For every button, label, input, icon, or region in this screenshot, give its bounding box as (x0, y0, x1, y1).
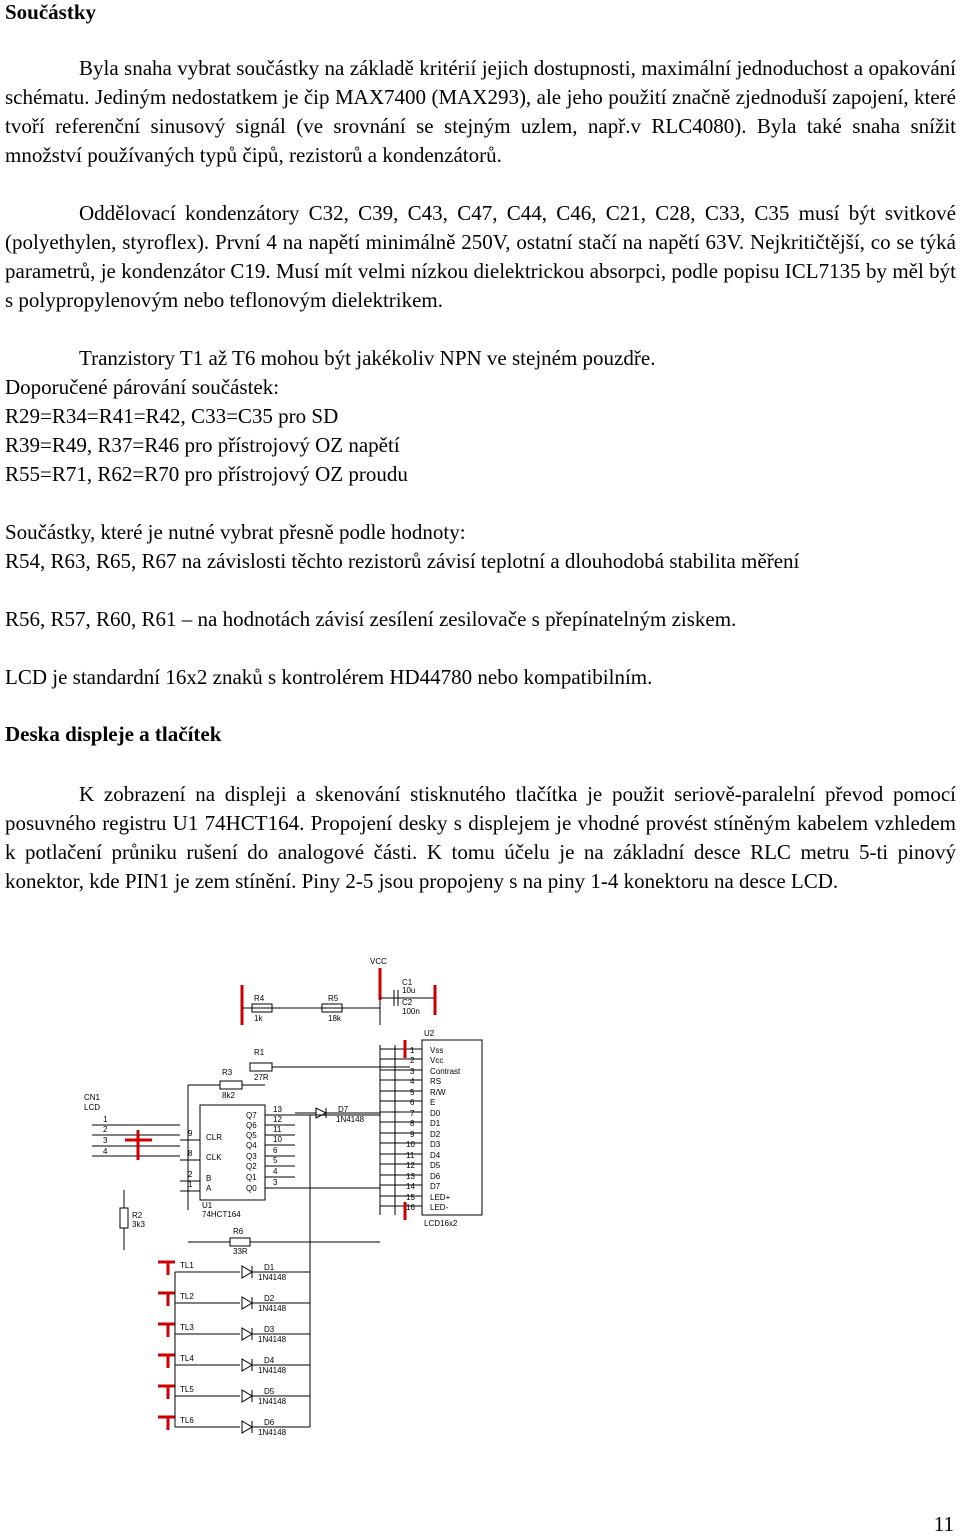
svg-text:TL2: TL2 (180, 1292, 194, 1301)
svg-text:Q5: Q5 (246, 1131, 257, 1140)
svg-text:Q0: Q0 (246, 1184, 257, 1193)
paragraph-transistors: Tranzistory T1 až T6 mohou být jakékoliv NPN ve stejném pouzdře. (79, 346, 656, 370)
svg-text:16: 16 (406, 1203, 415, 1212)
paragraph-components-intro: Byla snaha vybrat součástky na základě kritérií jejich dostupnosti, maximální jednoduchost a opakování schématu. Jediným nedostatkem je čip MAX7400 (MAX293), ale jeho použití značně zjednoduší zapojení, které tvoří referenční sinusový signál (ve srovnání se stejným uzlem, např.v RLC4080). Byla také snaha snížit množství používaných typů čipů, rezistorů a kondenzátorů. (5, 56, 956, 167)
pairing-title: Doporučené párování součástek: (5, 375, 280, 399)
page-number: 11 (933, 1512, 954, 1536)
svg-text:Q1: Q1 (246, 1173, 257, 1182)
svg-text:D7: D7 (338, 1105, 349, 1114)
svg-text:2: 2 (188, 1170, 193, 1179)
svg-text:5: 5 (273, 1156, 278, 1165)
u1-right-labels (246, 1111, 257, 1193)
svg-text:1k: 1k (254, 1014, 263, 1023)
svg-text:R4: R4 (254, 994, 265, 1003)
svg-text:1N4148: 1N4148 (336, 1115, 365, 1124)
svg-text:10: 10 (273, 1135, 282, 1144)
svg-text:14: 14 (406, 1182, 415, 1191)
svg-text:R3: R3 (222, 1068, 233, 1077)
svg-text:1N4148: 1N4148 (258, 1397, 287, 1406)
svg-text:1: 1 (188, 1180, 193, 1189)
svg-text:15: 15 (406, 1193, 415, 1202)
svg-text:D0: D0 (430, 1109, 441, 1118)
tl6-row (158, 1416, 310, 1437)
svg-text:D4: D4 (264, 1356, 275, 1365)
schematic-diagram (80, 950, 500, 1450)
tl2-row (158, 1292, 310, 1313)
svg-text:13: 13 (273, 1105, 282, 1114)
svg-text:D1: D1 (264, 1263, 275, 1272)
svg-text:U1: U1 (202, 1201, 213, 1210)
paragraph-display-board: K zobrazení na displeji a skenování stisknutého tlačítka je použit seriově-paralelní převod pomocí posuvného registru U1 74HCT164. Propojení desky s displejem je vhodné provést stíněným kabelem vzhledem k potlačení průniku rušení do analogové části. K tomu účelu je na základní desce RLC metru 5-ti pinový konektor, kde PIN1 je zem stínění. Piny 2-5 jsou propojeny s na piny 1-4 konektoru na desce LCD. (5, 782, 956, 893)
svg-text:3: 3 (410, 1067, 415, 1076)
svg-text:R2: R2 (132, 1211, 143, 1220)
svg-text:D5: D5 (430, 1161, 441, 1170)
svg-text:D2: D2 (264, 1294, 275, 1303)
svg-text:8k2: 8k2 (222, 1091, 235, 1100)
svg-text:12: 12 (273, 1115, 282, 1124)
svg-text:TL1: TL1 (180, 1261, 194, 1270)
svg-text:4: 4 (410, 1077, 415, 1086)
svg-text:R6: R6 (233, 1227, 244, 1236)
svg-text:RS: RS (430, 1077, 442, 1086)
svg-text:100n: 100n (402, 1007, 420, 1016)
svg-text:Vss: Vss (430, 1046, 444, 1055)
svg-text:R1: R1 (254, 1048, 265, 1057)
svg-text:1N4148: 1N4148 (258, 1304, 287, 1313)
svg-text:33R: 33R (233, 1247, 248, 1256)
svg-text:Vcc: Vcc (430, 1056, 444, 1065)
svg-text:13: 13 (406, 1172, 415, 1181)
svg-text:11: 11 (406, 1151, 415, 1160)
svg-text:1: 1 (103, 1115, 108, 1124)
svg-text:12: 12 (406, 1161, 415, 1170)
u1-left-pins (188, 1129, 193, 1189)
svg-text:TL5: TL5 (180, 1385, 194, 1394)
svg-text:R5: R5 (328, 994, 339, 1003)
svg-text:8: 8 (188, 1149, 193, 1158)
svg-text:27R: 27R (254, 1073, 269, 1082)
svg-text:CLR: CLR (206, 1133, 223, 1142)
exact-components-title: Součástky, které je nutné vybrat přesně podle hodnoty: (5, 520, 466, 544)
svg-text:A: A (206, 1184, 212, 1193)
pairing-line-3: R55=R71, R62=R70 pro přístrojový OZ proudu (5, 462, 408, 486)
svg-text:5: 5 (410, 1088, 415, 1097)
svg-text:1N4148: 1N4148 (258, 1335, 287, 1344)
svg-text:10u: 10u (402, 986, 416, 995)
svg-text:Q2: Q2 (246, 1162, 257, 1171)
svg-text:3: 3 (273, 1178, 278, 1187)
svg-text:D6: D6 (430, 1172, 441, 1181)
svg-text:3: 3 (103, 1136, 108, 1145)
pairing-line-1: R29=R34=R41=R42, C33=C35 pro SD (5, 404, 339, 428)
svg-text:Q7: Q7 (246, 1111, 257, 1120)
svg-text:2: 2 (410, 1056, 415, 1065)
svg-text:R/W: R/W (430, 1088, 446, 1097)
paragraph-capacitors: Oddělovací kondenzátory C32, C39, C43, C47, C44, C46, C21, C28, C33, C35 musí být svitkové (polyethylen, styroflex). První 4 na napětí minimálně 250V, ostatní stačí na napětí 63V. Nejkritičtější, co se týká parametrů, je kondenzátor C19. Musí mít velmi nízkou dielektrickou absorpci, podle popisu ICL7135 by měl být s polypropylenovým nebo teflonovým dielektrikem. (5, 201, 956, 312)
svg-text:LCD: LCD (84, 1103, 101, 1112)
svg-text:D7: D7 (430, 1182, 441, 1191)
svg-text:9: 9 (188, 1129, 193, 1138)
svg-text:E: E (430, 1098, 436, 1107)
svg-text:Contrast: Contrast (430, 1067, 461, 1076)
svg-text:C2: C2 (402, 998, 413, 1007)
svg-text:4: 4 (103, 1147, 108, 1156)
svg-text:1: 1 (410, 1046, 415, 1055)
svg-text:C1: C1 (402, 978, 413, 987)
svg-text:CN1: CN1 (84, 1093, 101, 1102)
svg-text:Q6: Q6 (246, 1121, 257, 1130)
u1-left-labels (206, 1133, 222, 1193)
svg-text:9: 9 (410, 1130, 415, 1139)
svg-text:1N4148: 1N4148 (258, 1366, 287, 1375)
svg-text:D6: D6 (264, 1418, 275, 1427)
svg-text:11: 11 (273, 1125, 282, 1134)
svg-text:LED+: LED+ (430, 1193, 451, 1202)
tl5-row (158, 1385, 310, 1406)
svg-text:1N4148: 1N4148 (258, 1273, 287, 1282)
u2-pin-labels (430, 1046, 461, 1212)
svg-text:3k3: 3k3 (132, 1220, 145, 1229)
svg-text:18k: 18k (328, 1014, 341, 1023)
svg-text:LED-: LED- (430, 1203, 449, 1212)
svg-text:1N4148: 1N4148 (258, 1428, 287, 1437)
pairing-line-2: R39=R49, R37=R46 pro přístrojový OZ napětí (5, 433, 400, 457)
svg-text:D1: D1 (430, 1119, 441, 1128)
u1-right-pins (273, 1105, 282, 1187)
svg-text:2: 2 (103, 1125, 108, 1134)
svg-text:CLK: CLK (206, 1153, 222, 1162)
section-heading-components: Součástky (5, 0, 97, 24)
svg-text:B: B (206, 1174, 212, 1183)
svg-text:U2: U2 (424, 1029, 435, 1038)
svg-text:Q4: Q4 (246, 1141, 257, 1150)
tl1-row (158, 1261, 310, 1282)
svg-text:TL4: TL4 (180, 1354, 194, 1363)
svg-text:7: 7 (410, 1109, 415, 1118)
svg-text:4: 4 (273, 1167, 278, 1176)
vcc-label: VCC (370, 957, 387, 966)
tl3-row (158, 1323, 310, 1344)
svg-text:TL3: TL3 (180, 1323, 194, 1332)
svg-text:8: 8 (410, 1119, 415, 1128)
svg-text:6: 6 (410, 1098, 415, 1107)
lcd-note: LCD je standardní 16x2 znaků s kontrolérem HD44780 nebo kompatibilním. (5, 665, 653, 689)
svg-text:D3: D3 (430, 1140, 441, 1149)
section-heading-display-board: Deska displeje a tlačítek (5, 722, 222, 746)
svg-text:10: 10 (406, 1140, 415, 1149)
exact-components-1: R54, R63, R65, R67 na závislosti těchto rezistorů závisí teplotní a dlouhodobá stabilita měření (5, 549, 800, 573)
u2-pin-numbers (406, 1046, 415, 1212)
svg-text:D4: D4 (430, 1151, 441, 1160)
svg-text:Q3: Q3 (246, 1152, 257, 1161)
exact-components-2: R56, R57, R60, R61 – na hodnotách závisí zesílení zesilovače s přepínatelným ziskem. (5, 607, 737, 631)
svg-text:74HCT164: 74HCT164 (202, 1210, 241, 1219)
svg-text:D5: D5 (264, 1387, 275, 1396)
svg-text:TL6: TL6 (180, 1416, 194, 1425)
svg-text:6: 6 (273, 1146, 278, 1155)
svg-text:D2: D2 (430, 1130, 441, 1139)
tl4-row (158, 1354, 310, 1375)
svg-text:D3: D3 (264, 1325, 275, 1334)
svg-text:LCD16x2: LCD16x2 (424, 1219, 458, 1228)
